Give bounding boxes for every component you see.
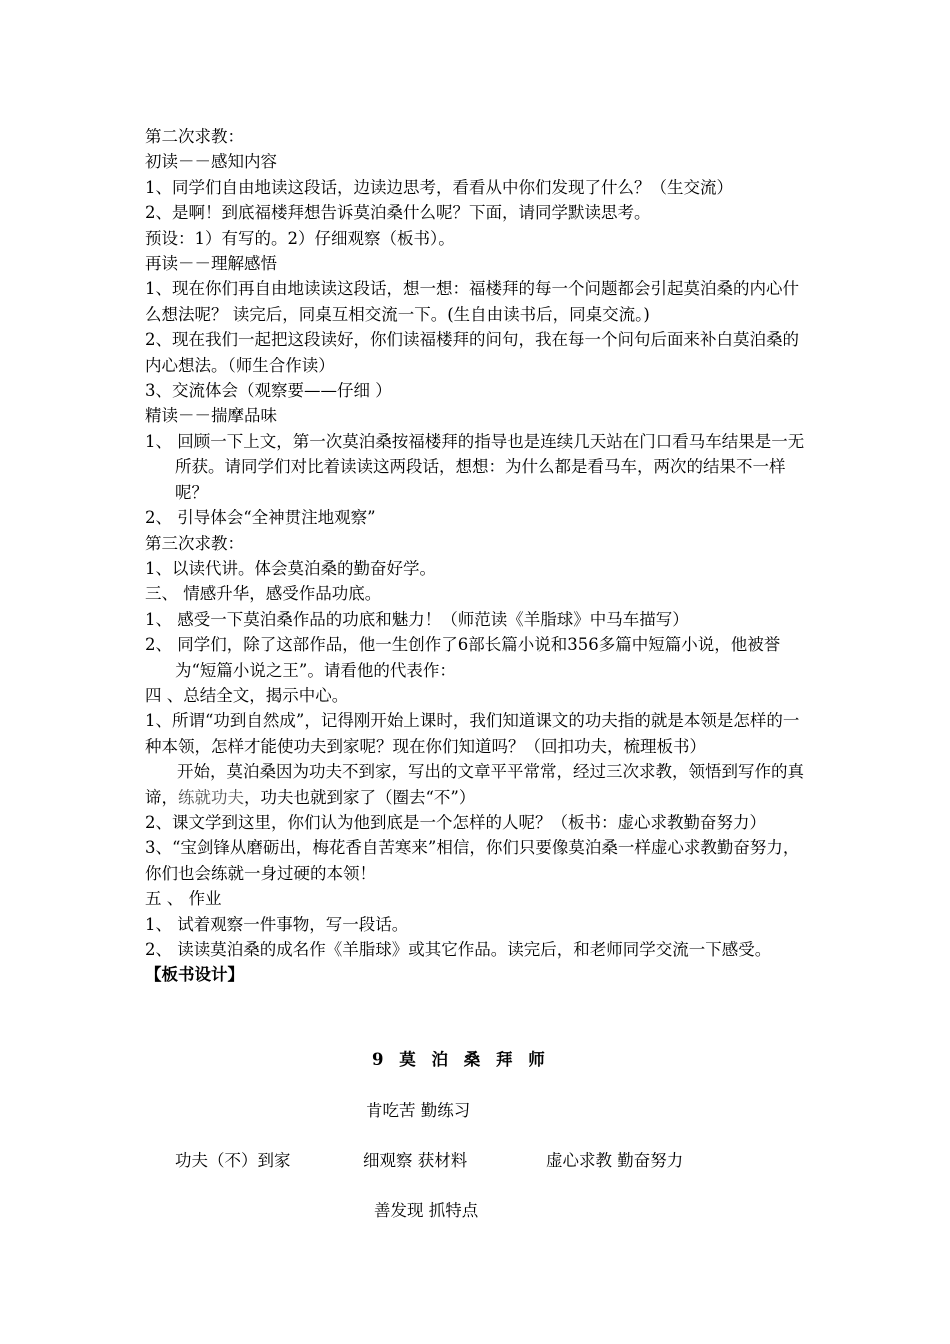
board-design-heading: 【板书设计】 (145, 965, 244, 985)
board-left-label: 功夫（不）到家 (175, 1151, 291, 1170)
paragraph: 2、课文学到这里，你们认为他到底是一个怎样的人呢？（板书：虚心求教勤奋努力） (145, 812, 766, 832)
board-row-bottom: 善发现 抓特点 (374, 1201, 479, 1220)
text-line: 第三次求教： (145, 533, 244, 553)
text-line: 1、 感受一下莫泊桑作品的功底和魅力！（师范读《羊脂球》中马车描写） (145, 609, 689, 629)
text-line: 3、交流体会（观察要——仔细 ） (145, 381, 392, 401)
board-row-top: 肯吃苦 勤练习 (366, 1101, 471, 1120)
paragraph-text: 开始，莫泊桑因为功夫不到家，写出的文章平平常常，经过三次求教，领悟到写作的真谛， (145, 762, 804, 807)
text-line: 预设：1）有写的。2）仔细观察（板书）。 (145, 228, 455, 248)
paragraph-text: ，功夫也就到家了（圈去“不”） (244, 787, 476, 807)
paragraph: 3、“宝剑锋从磨砺出，梅花香自苦寒来”相信，你们只要像莫泊桑一样虚心求教勤奋努力，你们也会练就一身过硬的本领！ (145, 838, 800, 883)
paragraph: 2、 同学们，除了这部作品，他一生创作了6部长篇小说和356多篇中短篇小说，他被誉为“短篇小说之王”。请看他的代表作： (145, 635, 781, 680)
paragraph: 1、 回顾一下上文，第一次莫泊桑按福楼拜的指导也是连续几天站在门口看马车结果是一无所获。请同学们对比着读读这两段话，想想：为什么都是看马车，两次的结果不一样呢？ (145, 431, 805, 502)
text-line: 1、 试着观察一件事物，写一段话。 (145, 914, 409, 934)
section-heading: 初读－－感知内容 (145, 152, 277, 172)
board-right-label: 虚心求教 勤奋努力 (546, 1151, 684, 1170)
text-line: 1、同学们自由地读这段话，边读边思考，看看从中你们发现了什么？（生交流） (145, 177, 733, 197)
document-body (145, 124, 813, 988)
section-heading: 四 、总结全文，揭示中心。 (145, 685, 349, 705)
board-row-middle: 细观察 获材料 (363, 1151, 468, 1170)
text-line: 2、是啊！到底福楼拜想告诉莫泊桑什么呢？下面，请同学默读思考。 (145, 203, 651, 223)
text-line: 1、以读代讲。体会莫泊桑的勤奋好学。 (145, 558, 436, 578)
paragraph: 2、 读读莫泊桑的成名作《羊脂球》或其它作品。读完后，和老师同学交流一下感受。 (145, 940, 772, 959)
paragraph: 2、现在我们一起把这段读好，你们读福楼拜的问句，我在每一个问句后面来补白莫泊桑的内心想法。（师生合作读） (145, 330, 799, 375)
section-heading: 再读－－理解感悟 (145, 254, 277, 274)
paragraph: 1、所谓“功到自然成”，记得刚开始上课时，我们知道课文的功夫指的就是本领是怎样的一种本领，怎样才能使功夫到家呢？现在你们知道吗？（回扣功夫，梳理板书） (145, 711, 800, 756)
text-line: 第二次求教： (145, 127, 244, 146)
board-title: 9 莫 泊 桑 拜 师 (372, 1050, 550, 1069)
paragraph: 1、现在你们再自由地读读这段话，想一想：福楼拜的每一个问题都会引起莫泊桑的内心什么想法呢？ 读完后，同桌互相交流一下。(生自由读书后，同桌交流。) (145, 279, 799, 324)
section-heading: 三、 情感升华，感受作品功底。 (145, 584, 382, 604)
text-line: 2、 引导体会“全神贯注地观察” (145, 508, 376, 528)
highlighted-text: 练就功夫 (178, 787, 244, 807)
paragraph (145, 759, 813, 810)
section-heading: 精读－－揣摩品味 (145, 406, 277, 426)
section-heading: 五 、 作业 (145, 889, 222, 909)
